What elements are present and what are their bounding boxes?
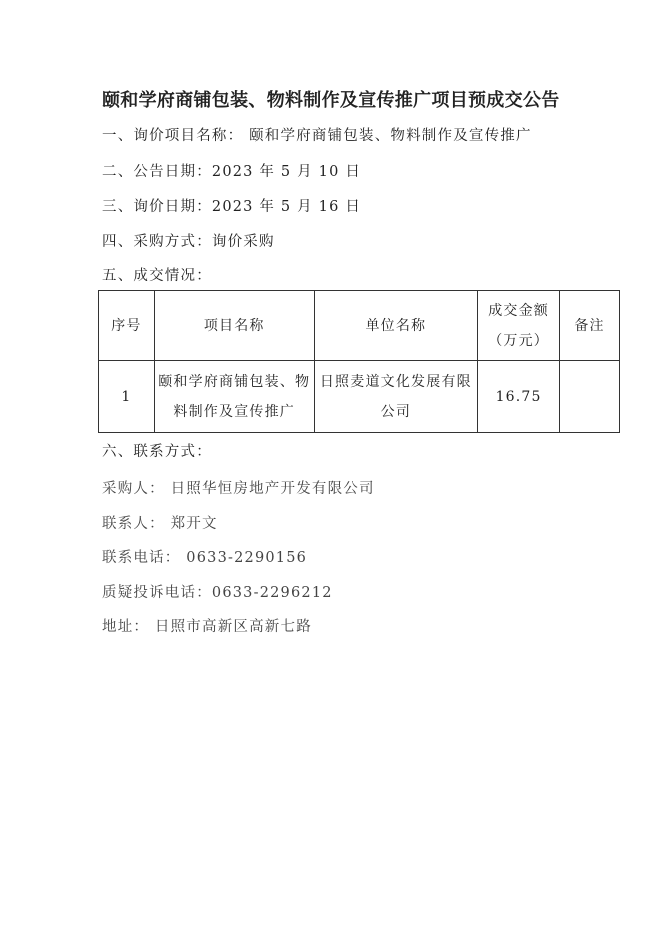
purchaser-line: 采购人： 日照华恒房地产开发有限公司	[102, 481, 375, 497]
header-item: 项目名称	[154, 291, 314, 361]
phone-line: 联系电话： 0633-2290156	[102, 550, 308, 566]
announce-date-line: 二、公告日期：2023 年 5 月 10 日	[102, 164, 362, 180]
header-remark: 备注	[560, 291, 620, 361]
table-header-row	[99, 291, 620, 361]
header-amount-line2: （万元）	[488, 332, 550, 349]
cell-item-line2: 料制作及宣传推广	[173, 403, 296, 420]
cell-item	[154, 361, 314, 433]
table-row	[99, 361, 620, 433]
inquiry-date-line: 三、询价日期：2023 年 5 月 16 日	[102, 199, 362, 215]
cell-no: 1	[99, 361, 155, 433]
header-vendor: 单位名称	[314, 291, 478, 361]
cell-remark	[560, 361, 620, 433]
cell-item-line1: 颐和学府商铺包装、物	[158, 373, 311, 390]
contact-person-line: 联系人： 郑开文	[102, 516, 218, 532]
header-amount-line1: 成交金额	[488, 302, 550, 319]
complaint-phone-line: 质疑投诉电话：0633-2296212	[102, 585, 333, 601]
result-heading: 五、成交情况：	[102, 268, 212, 284]
address-line: 地址： 日照市高新区高新七路	[102, 619, 312, 635]
contact-heading: 六、联系方式：	[102, 444, 212, 460]
project-name-line: 一、询价项目名称： 颐和学府商铺包装、物料制作及宣传推广	[102, 128, 532, 144]
cell-vendor-line1: 日照麦道文化发展有限	[319, 373, 472, 390]
cell-vendor-line2: 公司	[380, 403, 412, 420]
cell-amount: 16.75	[478, 361, 560, 433]
page-title: 颐和学府商铺包装、物料制作及宣传推广项目预成交公告	[102, 90, 560, 111]
procurement-method-line: 四、采购方式：询价采购	[102, 234, 275, 250]
cell-vendor	[314, 361, 478, 433]
header-no: 序号	[99, 291, 155, 361]
result-table	[98, 290, 620, 433]
header-amount	[478, 291, 560, 361]
